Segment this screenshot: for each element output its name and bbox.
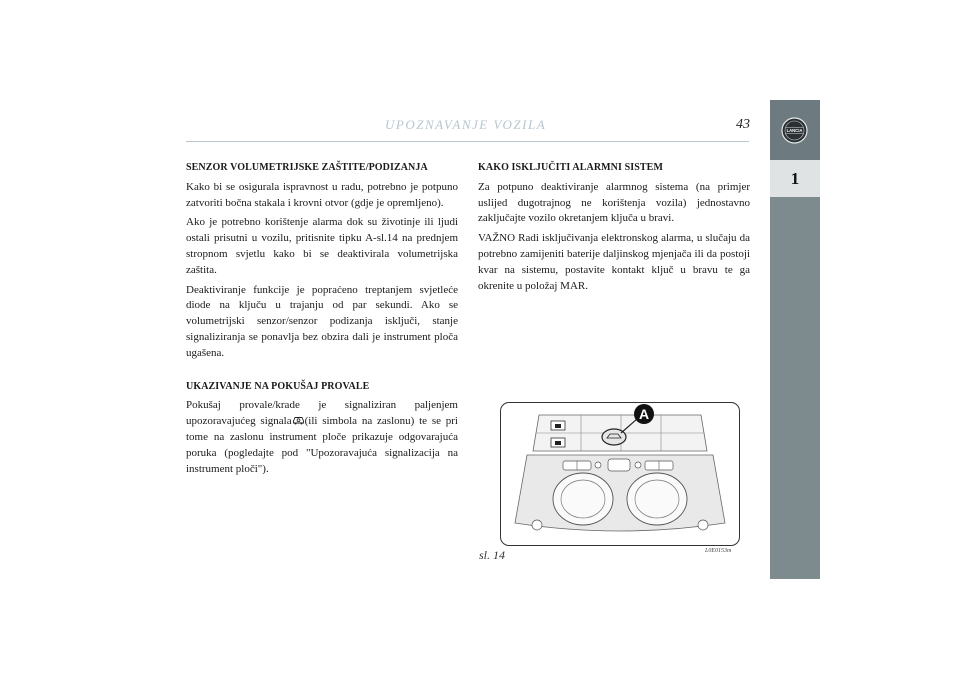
- paragraph-text: Pokušaj provale/krade je signaliziran paljenjem upozoravajućeg signala: [186, 399, 458, 428]
- lancia-logo-icon: [781, 117, 808, 144]
- paragraph: Za potpuno deaktiviranje alarmnog sistema (na primjer uslijed dugotrajnog ne korištenja vozila) jednostavno zaključajte vozilo okretanjem ključa u bravi.: [478, 180, 750, 225]
- section-heading-disable-alarm: KAKO ISKLJUČITI ALARMNI SISTEM: [478, 162, 663, 173]
- chapter-tab-top: [770, 100, 820, 160]
- svg-text:LANCIA: LANCIA: [786, 128, 803, 133]
- alarm-warning-icon: [292, 414, 305, 425]
- right-column: [478, 160, 750, 298]
- svg-text:A: A: [638, 406, 650, 422]
- paragraph-break-in: [186, 398, 458, 477]
- paragraph: VAŽNO Radi isključivanja elektronskog alarma, u slučaju da potrebno zamijeniti baterije daljinskog mjenjača ili da postoji kvar na sistemu, postavite kontakt ključ u bravu te ga okrenite u položaj MAR.: [478, 232, 750, 292]
- page-number: 43: [736, 117, 750, 132]
- header-rule: [186, 141, 749, 142]
- section-heading-volumetric-sensor: SENZOR VOLUMETRIJSKE ZAŠTITE/PODIZANJA: [186, 162, 428, 173]
- ceiling-light-illustration: [501, 403, 739, 545]
- chapter-tab: [770, 100, 820, 579]
- paragraph: Kako bi se osigurala ispravnost u radu, potrebno je potpuno zatvoriti bočna stakala i krovni otvor (gdje je opremljeno).: [186, 180, 458, 209]
- section-heading-break-in: UKAZIVANJE NA POKUŠAJ PROVALE: [186, 380, 370, 392]
- figure-caption: sl. 14: [479, 548, 506, 562]
- paragraph: Ako je potrebno korištenje alarma dok su životinje ili ljudi ostali prisutni u vozilu, pritisnite tipku A-sl.14 na prednjem stropnom svjetlu kako bi se deaktivirala volumetrijska zaštita.: [186, 216, 458, 276]
- left-column: [186, 160, 458, 481]
- figure-ceiling-light: [500, 402, 740, 546]
- figure-code: L0E0153m: [705, 548, 732, 554]
- paragraph: Deaktiviranje funkcije je popraćeno treptanjem svjetleće diode na ključu u trajanju od par sekundi. Ako se volumetrijski senzor/senzor podizanja isključi, stanje signaliziranja se ponavlja bez obzira dali je instrument ploča ugašena.: [186, 283, 458, 359]
- chapter-number: 1: [770, 160, 820, 197]
- paragraph-text: (ili simbola na zaslonu) te se pri tome na zaslonu instrument ploče prikazuje odgovarajuća poruka (pogledajte pod "Upozoravajuća signalizacija na instrument ploči").: [186, 415, 458, 475]
- page-header-title: UPOZNAVANJE VOZILA: [385, 117, 547, 132]
